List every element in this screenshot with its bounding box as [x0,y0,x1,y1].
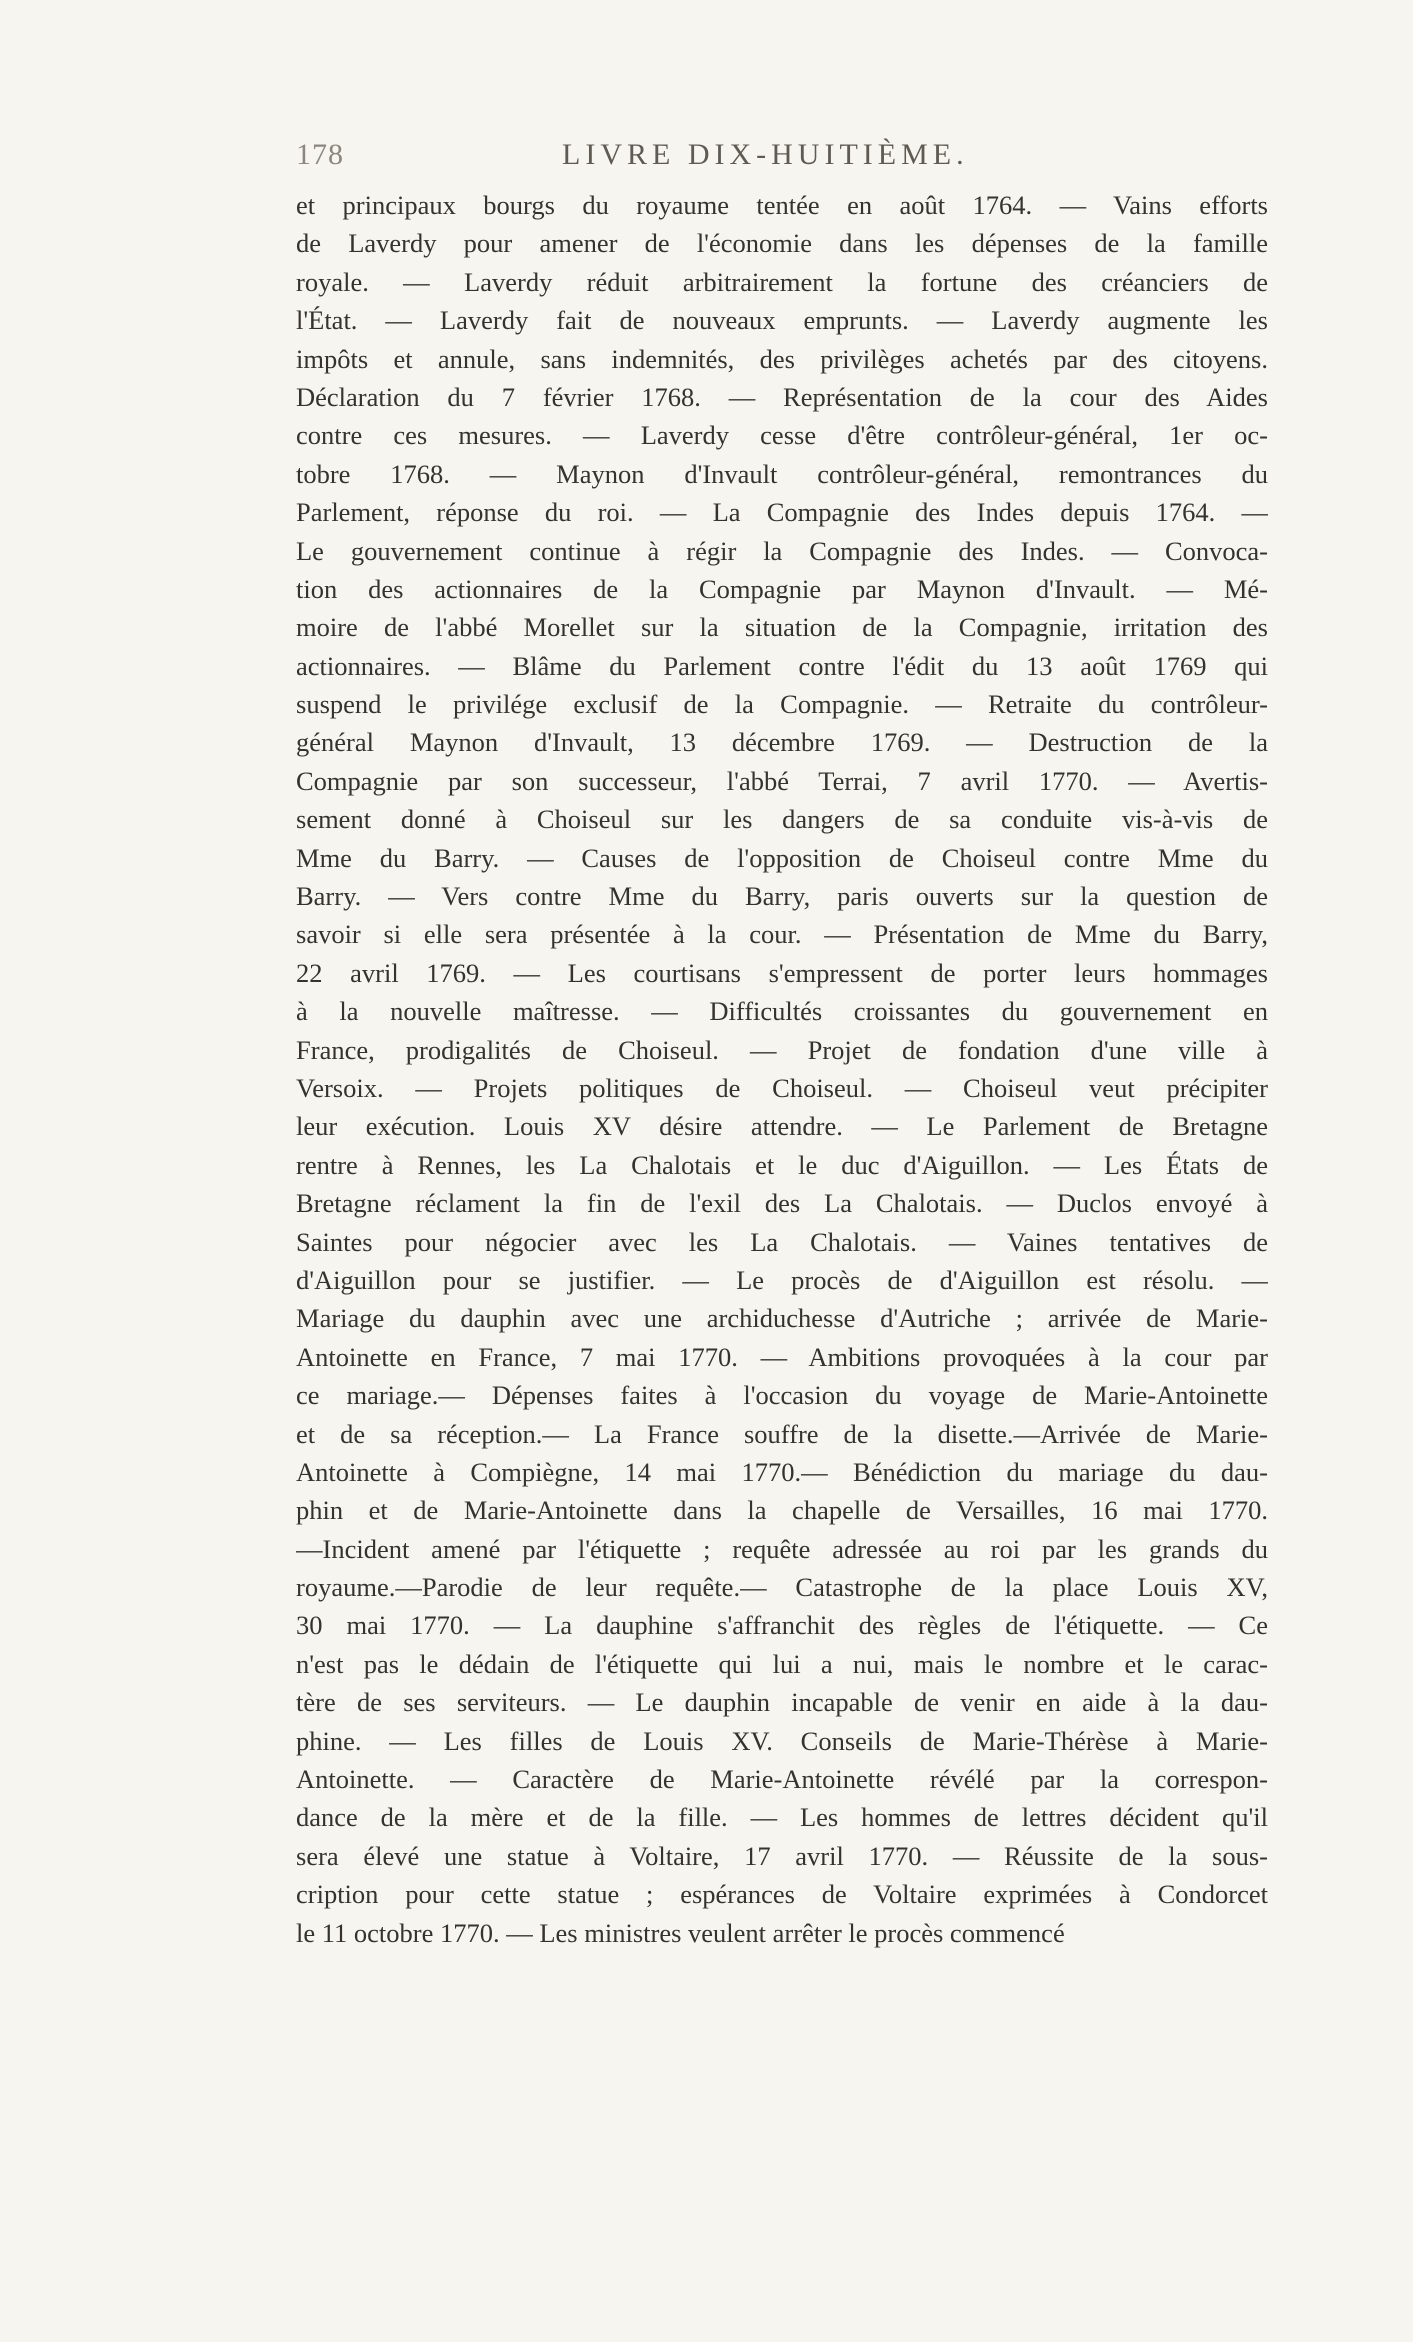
text-line: l'État. — Laverdy fait de nouveaux emprunts. — Laverdy augmente les [296,305,1268,336]
text-line: d'Aiguillon pour se justifier. — Le procès de d'Aiguillon est résolu. — [296,1264,1268,1295]
text-line: tobre 1768. — Maynon d'Invault contrôleur-général, remontrances du [296,458,1268,489]
text-line: royale. — Laverdy réduit arbitrairement la fortune des créanciers de [296,266,1268,297]
text-line: contre ces mesures. — Laverdy cesse d'être contrôleur-général, 1er oc- [296,420,1268,451]
text-line: Parlement, réponse du roi. — La Compagnie des Indes depuis 1764. — [296,497,1268,528]
text-line: royaume.—Parodie de leur requête.— Catastrophe de la place Louis XV, [296,1572,1268,1603]
text-line: phine. — Les filles de Louis XV. Conseils de Marie-Thérèse à Marie- [296,1725,1268,1756]
text-line: savoir si elle sera présentée à la cour. — Présentation de Mme du Barry, [296,919,1268,950]
text-line: Mariage du dauphin avec une archiduchesse d'Autriche ; arrivée de Marie- [296,1303,1268,1334]
text-line: le 11 octobre 1770. — Les ministres veulent arrêter le procès commencé [296,1917,1065,1948]
text-line: Antoinette en France, 7 mai 1770. — Ambitions provoquées à la cour par [296,1341,1268,1372]
text-line: Compagnie par son successeur, l'abbé Terrai, 7 avril 1770. — Avertis- [296,765,1268,796]
text-line: Barry. — Vers contre Mme du Barry, paris ouverts sur la question de [296,881,1268,912]
text-line: suspend le privilége exclusif de la Compagnie. — Retraite du contrôleur- [296,689,1268,720]
running-head [296,138,970,178]
text-line: général Maynon d'Invault, 13 décembre 1769. — Destruction de la [296,727,1268,758]
text-line: Saintes pour négocier avec les La Chalotais. — Vaines tentatives de [296,1226,1268,1257]
text-line: actionnaires. — Blâme du Parlement contre l'édit du 13 août 1769 qui [296,650,1268,681]
text-line: Versoix. — Projets politiques de Choiseul. — Choiseul veut précipiter [296,1072,1268,1103]
text-line: et de sa réception.— La France souffre de la disette.—Arrivée de Marie- [296,1418,1268,1449]
text-line: Mme du Barry. — Causes de l'opposition de Choiseul contre Mme du [296,842,1268,873]
page-number: 178 [296,138,344,171]
text-line: Le gouvernement continue à régir la Compagnie des Indes. — Convoca- [296,535,1268,566]
text-line: à la nouvelle maîtresse. — Difficultés croissantes du gouvernement en [296,996,1268,1027]
text-line: tère de ses serviteurs. — Le dauphin incapable de venir en aide à la dau- [296,1687,1268,1718]
text-line: Antoinette. — Caractère de Marie-Antoinette révélé par la correspon- [296,1764,1268,1795]
text-line: leur exécution. Louis XV désire attendre. — Le Parlement de Bretagne [296,1111,1268,1142]
text-line: sera élevé une statue à Voltaire, 17 avril 1770. — Réussite de la sous- [296,1840,1268,1871]
text-line: dance de la mère et de la fille. — Les hommes de lettres décident qu'il [296,1802,1268,1833]
text-line: cription pour cette statue ; espérances de Voltaire exprimées à Condorcet [296,1879,1268,1910]
text-line: Bretagne réclament la fin de l'exil des La Chalotais. — Duclos envoyé à [296,1188,1268,1219]
text-line: de Laverdy pour amener de l'économie dans les dépenses de la famille [296,228,1268,259]
text-line: n'est pas le dédain de l'étiquette qui lui a nui, mais le nombre et le carac- [296,1648,1268,1679]
text-line: phin et de Marie-Antoinette dans la chapelle de Versailles, 16 mai 1770. [296,1495,1268,1526]
chapter-summary [296,186,1268,1952]
text-line: France, prodigalités de Choiseul. — Projet de fondation d'une ville à [296,1034,1268,1065]
text-line: ce mariage.— Dépenses faites à l'occasion du voyage de Marie-Antoinette [296,1380,1268,1411]
text-line: et principaux bourgs du royaume tentée en août 1764. — Vains efforts [296,190,1268,220]
text-line: impôts et annule, sans indemnités, des privilèges achetés par des citoyens. [296,343,1268,374]
running-title: LIVRE DIX-HUITIÈME. [562,138,969,171]
text-line: 22 avril 1769. — Les courtisans s'empressent de porter leurs hommages [296,957,1268,988]
text-line: sement donné à Choiseul sur les dangers de sa conduite vis-à-vis de [296,804,1268,835]
text-line: tion des actionnaires de la Compagnie par Maynon d'Invault. — Mé- [296,573,1268,604]
text-line: 30 mai 1770. — La dauphine s'affranchit des règles de l'étiquette. — Ce [296,1610,1268,1641]
text-line: —Incident amené par l'étiquette ; requête adressée au roi par les grands du [296,1533,1268,1564]
text-line: Déclaration du 7 février 1768. — Représentation de la cour des Aides [296,381,1268,412]
text-line: moire de l'abbé Morellet sur la situation de la Compagnie, irritation des [296,612,1268,643]
text-line: rentre à Rennes, les La Chalotais et le duc d'Aiguillon. — Les États de [296,1149,1268,1180]
text-line: Antoinette à Compiègne, 14 mai 1770.— Bénédiction du mariage du dau- [296,1456,1268,1487]
